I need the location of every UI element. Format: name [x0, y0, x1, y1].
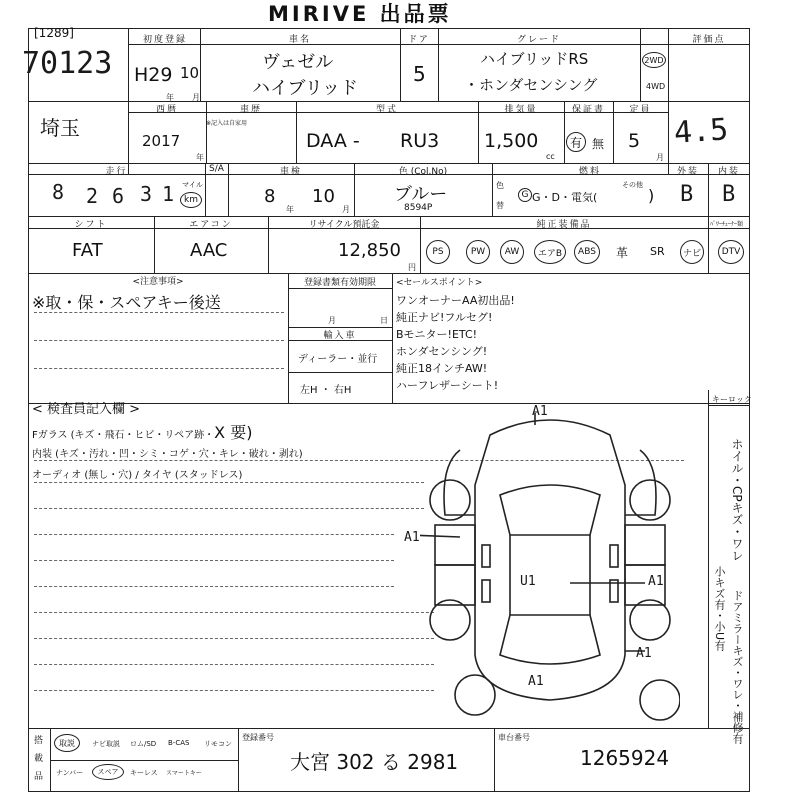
- car-name-line1: ヴェゼル: [262, 52, 334, 73]
- warranty-no: 無: [592, 137, 605, 151]
- inspector-line1-mark: X 要): [214, 423, 253, 442]
- sales-point: ハーフレザーシート!: [396, 379, 499, 392]
- option-dtv: DTV: [718, 240, 744, 264]
- mileage-mile-label: マイル: [182, 181, 203, 189]
- fuel-other: その他: [622, 181, 643, 189]
- capacity-unit: 月: [656, 153, 664, 162]
- aircon-value: AAC: [190, 240, 228, 261]
- sa-label: S/A: [209, 164, 224, 174]
- exterior-grade: B: [680, 182, 694, 207]
- footer-item-manual: 取説: [54, 734, 80, 752]
- mileage-digit: 6: [112, 184, 125, 208]
- footer-item-smartkey: スマートキー: [166, 770, 202, 777]
- option-aw: AW: [500, 240, 524, 264]
- inspection-month-unit: 月: [342, 205, 350, 214]
- fuel-label: 燃料: [578, 167, 601, 177]
- dealer-label: ディーラー・並行: [298, 354, 378, 365]
- drive-4wd: 4WD: [646, 82, 666, 91]
- footer-item-plate: ナンバー: [56, 769, 84, 777]
- era-label: 西暦: [155, 105, 178, 115]
- mileage-label: 走行: [105, 167, 128, 177]
- damage-roof: U1: [520, 574, 536, 589]
- inspection-label: 車検: [279, 167, 302, 177]
- rating-label: 評価点: [692, 35, 726, 45]
- first-reg-label: 初度登録: [142, 35, 187, 45]
- model-code: RU3: [400, 130, 440, 152]
- footer-tsuki-label: 搭載品: [34, 736, 44, 782]
- first-reg-month: 10: [180, 64, 200, 82]
- fuel-g-circle: G: [518, 188, 532, 202]
- month-label: 月: [192, 93, 200, 102]
- year-unit: 年: [196, 153, 204, 162]
- doors-value: 5: [413, 62, 426, 86]
- reg-no-value: 大宮 302 る 2981: [290, 750, 459, 774]
- warranty-label: 保証書: [571, 105, 605, 115]
- displacement-value: 1,500: [484, 130, 539, 152]
- inspector-line3: オーディオ (無し・穴) / タイヤ (スタッドレス): [32, 470, 243, 481]
- footer-item-rom: ロム/SD: [130, 740, 157, 748]
- options-label: 純正装備品: [536, 220, 592, 230]
- option-abs: ABS: [574, 240, 600, 264]
- side-note-1: ホイル・CPキズ・ワレ: [730, 438, 744, 562]
- mileage-km-circle: km: [180, 192, 202, 208]
- option-leather: 革: [616, 246, 629, 260]
- car-history-label: 車歴: [239, 105, 262, 115]
- interior-label: 内装: [717, 167, 740, 177]
- recycle-unit: 円: [408, 263, 416, 272]
- color-value: ブルー: [394, 184, 448, 205]
- aircon-label: エアコン: [189, 220, 233, 230]
- sales-point: Bモニター!ETC!: [396, 328, 478, 341]
- grade-label: グレード: [516, 35, 561, 45]
- chassis-no-label: 車台番号: [498, 733, 530, 742]
- damage-rear: A1: [528, 674, 544, 689]
- fuel-close: ): [648, 186, 655, 205]
- color-label: 色 (Col.No): [398, 167, 448, 177]
- sales-point: 純正18インチAW!: [396, 362, 488, 375]
- inspection-month: 10: [312, 186, 335, 207]
- inspector-line1: [32, 420, 252, 443]
- inspector-header: < 検査員記入欄 >: [32, 402, 141, 417]
- mileage-digit: 2: [86, 184, 99, 208]
- color-change-label: 色 替: [496, 181, 504, 210]
- footer-item-navi-manual: ナビ取説: [92, 740, 120, 748]
- first-reg-era: H29: [134, 64, 173, 86]
- sales-point: ホンダセンシング!: [396, 345, 488, 358]
- sheet-title: MIRIVE 出品票: [268, 2, 452, 26]
- lot-number: [1289]: [34, 26, 74, 40]
- reg-expiry-label: 登録書類有効期限: [303, 278, 376, 288]
- capacity-value: 5: [628, 130, 641, 152]
- inspector-line2: 内装 (キズ・汚れ・凹・シミ・コゲ・穴・キレ・破れ・剥れ): [32, 449, 303, 460]
- footer-item-bcas: B-CAS: [168, 739, 190, 747]
- option-sr: SR: [650, 245, 665, 258]
- mileage-digit: 3: [140, 182, 153, 206]
- damage-left: A1: [404, 530, 420, 545]
- shift-value: FAT: [72, 240, 103, 261]
- option-airbag: エアB: [534, 240, 566, 264]
- notes-remark: ※取・保・スペアキー後送: [32, 293, 221, 312]
- chassis-no-value: 1265924: [580, 746, 670, 770]
- doors-label: ドア: [408, 35, 430, 45]
- color-no: 8594P: [404, 203, 433, 213]
- warranty-yes-circle: 有: [566, 132, 586, 152]
- inspection-year: 8: [264, 186, 276, 207]
- score-value: 4.5: [672, 112, 730, 151]
- footer-item-keyless: キーレス: [130, 769, 158, 777]
- car-history-sub: ※記入は自家用: [206, 120, 248, 127]
- damage-right: A1: [648, 574, 664, 589]
- damage-front: A1: [532, 404, 548, 419]
- car-name-label: 車名: [288, 35, 311, 45]
- entry-number: 70123: [22, 46, 113, 81]
- side-note-3: ドアミラーキズ・ワレ・補修有: [731, 590, 744, 744]
- drive-2wd-circle: 2WD: [642, 52, 666, 68]
- tuner-label: ﾊﾟﾜｰﾁｭｰﾅｰ類: [710, 221, 744, 228]
- car-name-line2: ハイブリッド: [252, 78, 359, 99]
- grade-line2: ・ホンダセンシング: [464, 76, 598, 94]
- model-label: 型式: [375, 105, 398, 115]
- mileage-digit: 8: [52, 180, 65, 204]
- grade-line1: ハイブリッドRS: [480, 50, 589, 68]
- reg-day: 日: [380, 316, 388, 325]
- recycle-value: 12,850: [338, 240, 401, 261]
- damage-rear-right: A1: [636, 646, 652, 661]
- mileage-digit: 1: [162, 182, 175, 206]
- inspector-line1-text: Fガラス (キズ・飛石・ヒビ・リペア跡・: [32, 430, 215, 441]
- cc-unit: cc: [546, 152, 555, 161]
- year-value: 2017: [142, 132, 181, 150]
- handle-label: 左H ・ 右H: [300, 385, 352, 396]
- option-ps: PS: [426, 240, 450, 264]
- sales-point: ワンオーナーAA初出品!: [396, 294, 515, 307]
- exterior-label: 外装: [676, 167, 699, 177]
- reg-no-label: 登録番号: [242, 733, 274, 742]
- import-label: 輸入車: [323, 331, 357, 341]
- sales-point: 純正ナビ!フルセグ!: [396, 311, 493, 324]
- reg-month: 月: [328, 316, 336, 325]
- model-prefix: DAA -: [306, 130, 360, 152]
- side-note-2: 小キズ有・小U有: [713, 566, 726, 652]
- option-pw: PW: [466, 240, 490, 264]
- prefecture-mark: 埼玉: [40, 116, 80, 140]
- keylock-label: キーロック: [712, 395, 752, 404]
- displacement-label: 排気量: [504, 105, 538, 115]
- footer-item-spare: スペア: [92, 764, 124, 780]
- car-damage-diagram: [420, 405, 680, 725]
- option-navi: ナビ: [680, 240, 704, 264]
- inspection-year-unit: 年: [286, 205, 294, 214]
- footer-item-remote: リモコン: [204, 740, 232, 748]
- fuel-value: G・D・電気(: [532, 191, 598, 204]
- shift-label: シフト: [74, 220, 108, 230]
- recycle-label: リサイクル預託金: [308, 220, 380, 230]
- notes-header: <注意事項>: [132, 277, 184, 287]
- capacity-label: 定員: [629, 105, 652, 115]
- interior-grade: B: [722, 182, 736, 207]
- nengo-label: 年: [166, 93, 174, 102]
- sales-header: <セールスポイント>: [396, 278, 483, 288]
